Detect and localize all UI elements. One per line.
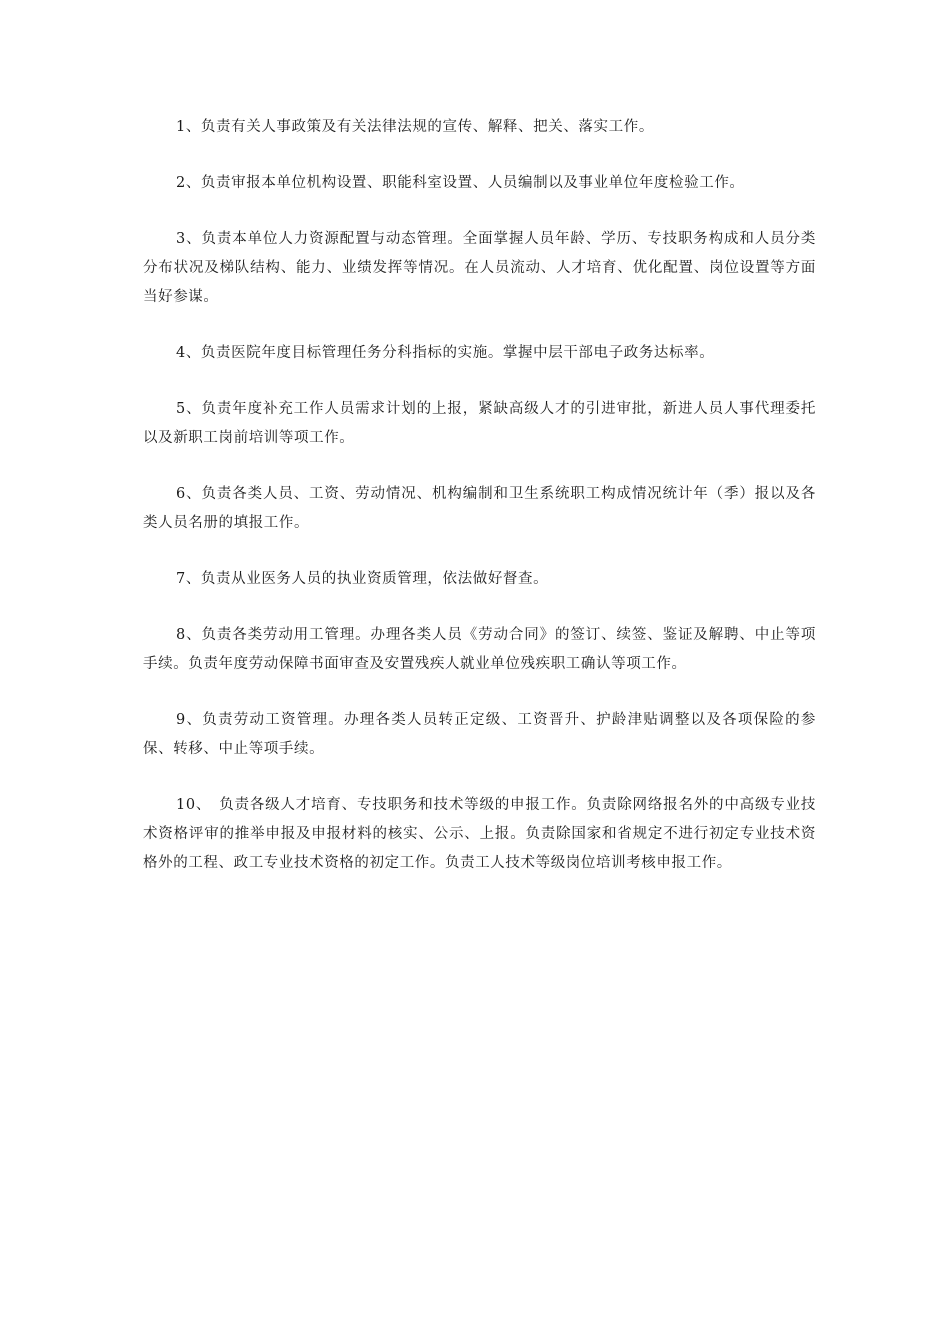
paragraph-10: 10、 负责各级人才培育、专技职务和技术等级的申报工作。负责除网络报名外的中高级专业技术资格评审的推举申报及申报材料的核实、公示、上报。负责除国家和省规定不进行初定专业技术资格外的工程、政工专业技术资格的初定工作。负责工人技术等级岗位培训考核申报工作。: [143, 797, 816, 871]
paragraph-1: 1、负责有关人事政策及有关法律法规的宣传、解释、把关、落实工作。: [176, 119, 654, 135]
paragraph-7: 7、负责从业医务人员的执业资质管理，依法做好督查。: [176, 571, 549, 587]
paragraph-8: 8、负责各类劳动用工管理。办理各类人员《劳动合同》的签订、续签、鉴证及解聘、中止等项手续。负责年度劳动保障书面审查及安置残疾人就业单位残疾职工确认等项工作。: [143, 627, 816, 672]
document-body: [143, 113, 816, 905]
paragraph-2: 2、负责审报本单位机构设置、职能科室设置、人员编制以及事业单位年度检验工作。: [176, 175, 745, 191]
paragraph-3: 3、负责本单位人力资源配置与动态管理。全面掌握人员年龄、学历、专技职务构成和人员分类分布状况及梯队结构、能力、业绩发挥等情况。在人员流动、人才培育、优化配置、岗位设置等方面当好参谋。: [143, 231, 816, 305]
paragraph-6: 6、负责各类人员、工资、劳动情况、机构编制和卫生系统职工构成情况统计年（季）报以及各类人员名册的填报工作。: [143, 486, 816, 531]
paragraph-9: 9、负责劳动工资管理。办理各类人员转正定级、工资晋升、护龄津贴调整以及各项保险的参保、转移、中止等项手续。: [143, 712, 816, 757]
paragraph-4: 4、负责医院年度目标管理任务分科指标的实施。掌握中层干部电子政务达标率。: [176, 345, 715, 361]
paragraph-5: 5、负责年度补充工作人员需求计划的上报，紧缺高级人才的引进审批，新进人员人事代理委托以及新职工岗前培训等项工作。: [143, 401, 816, 446]
